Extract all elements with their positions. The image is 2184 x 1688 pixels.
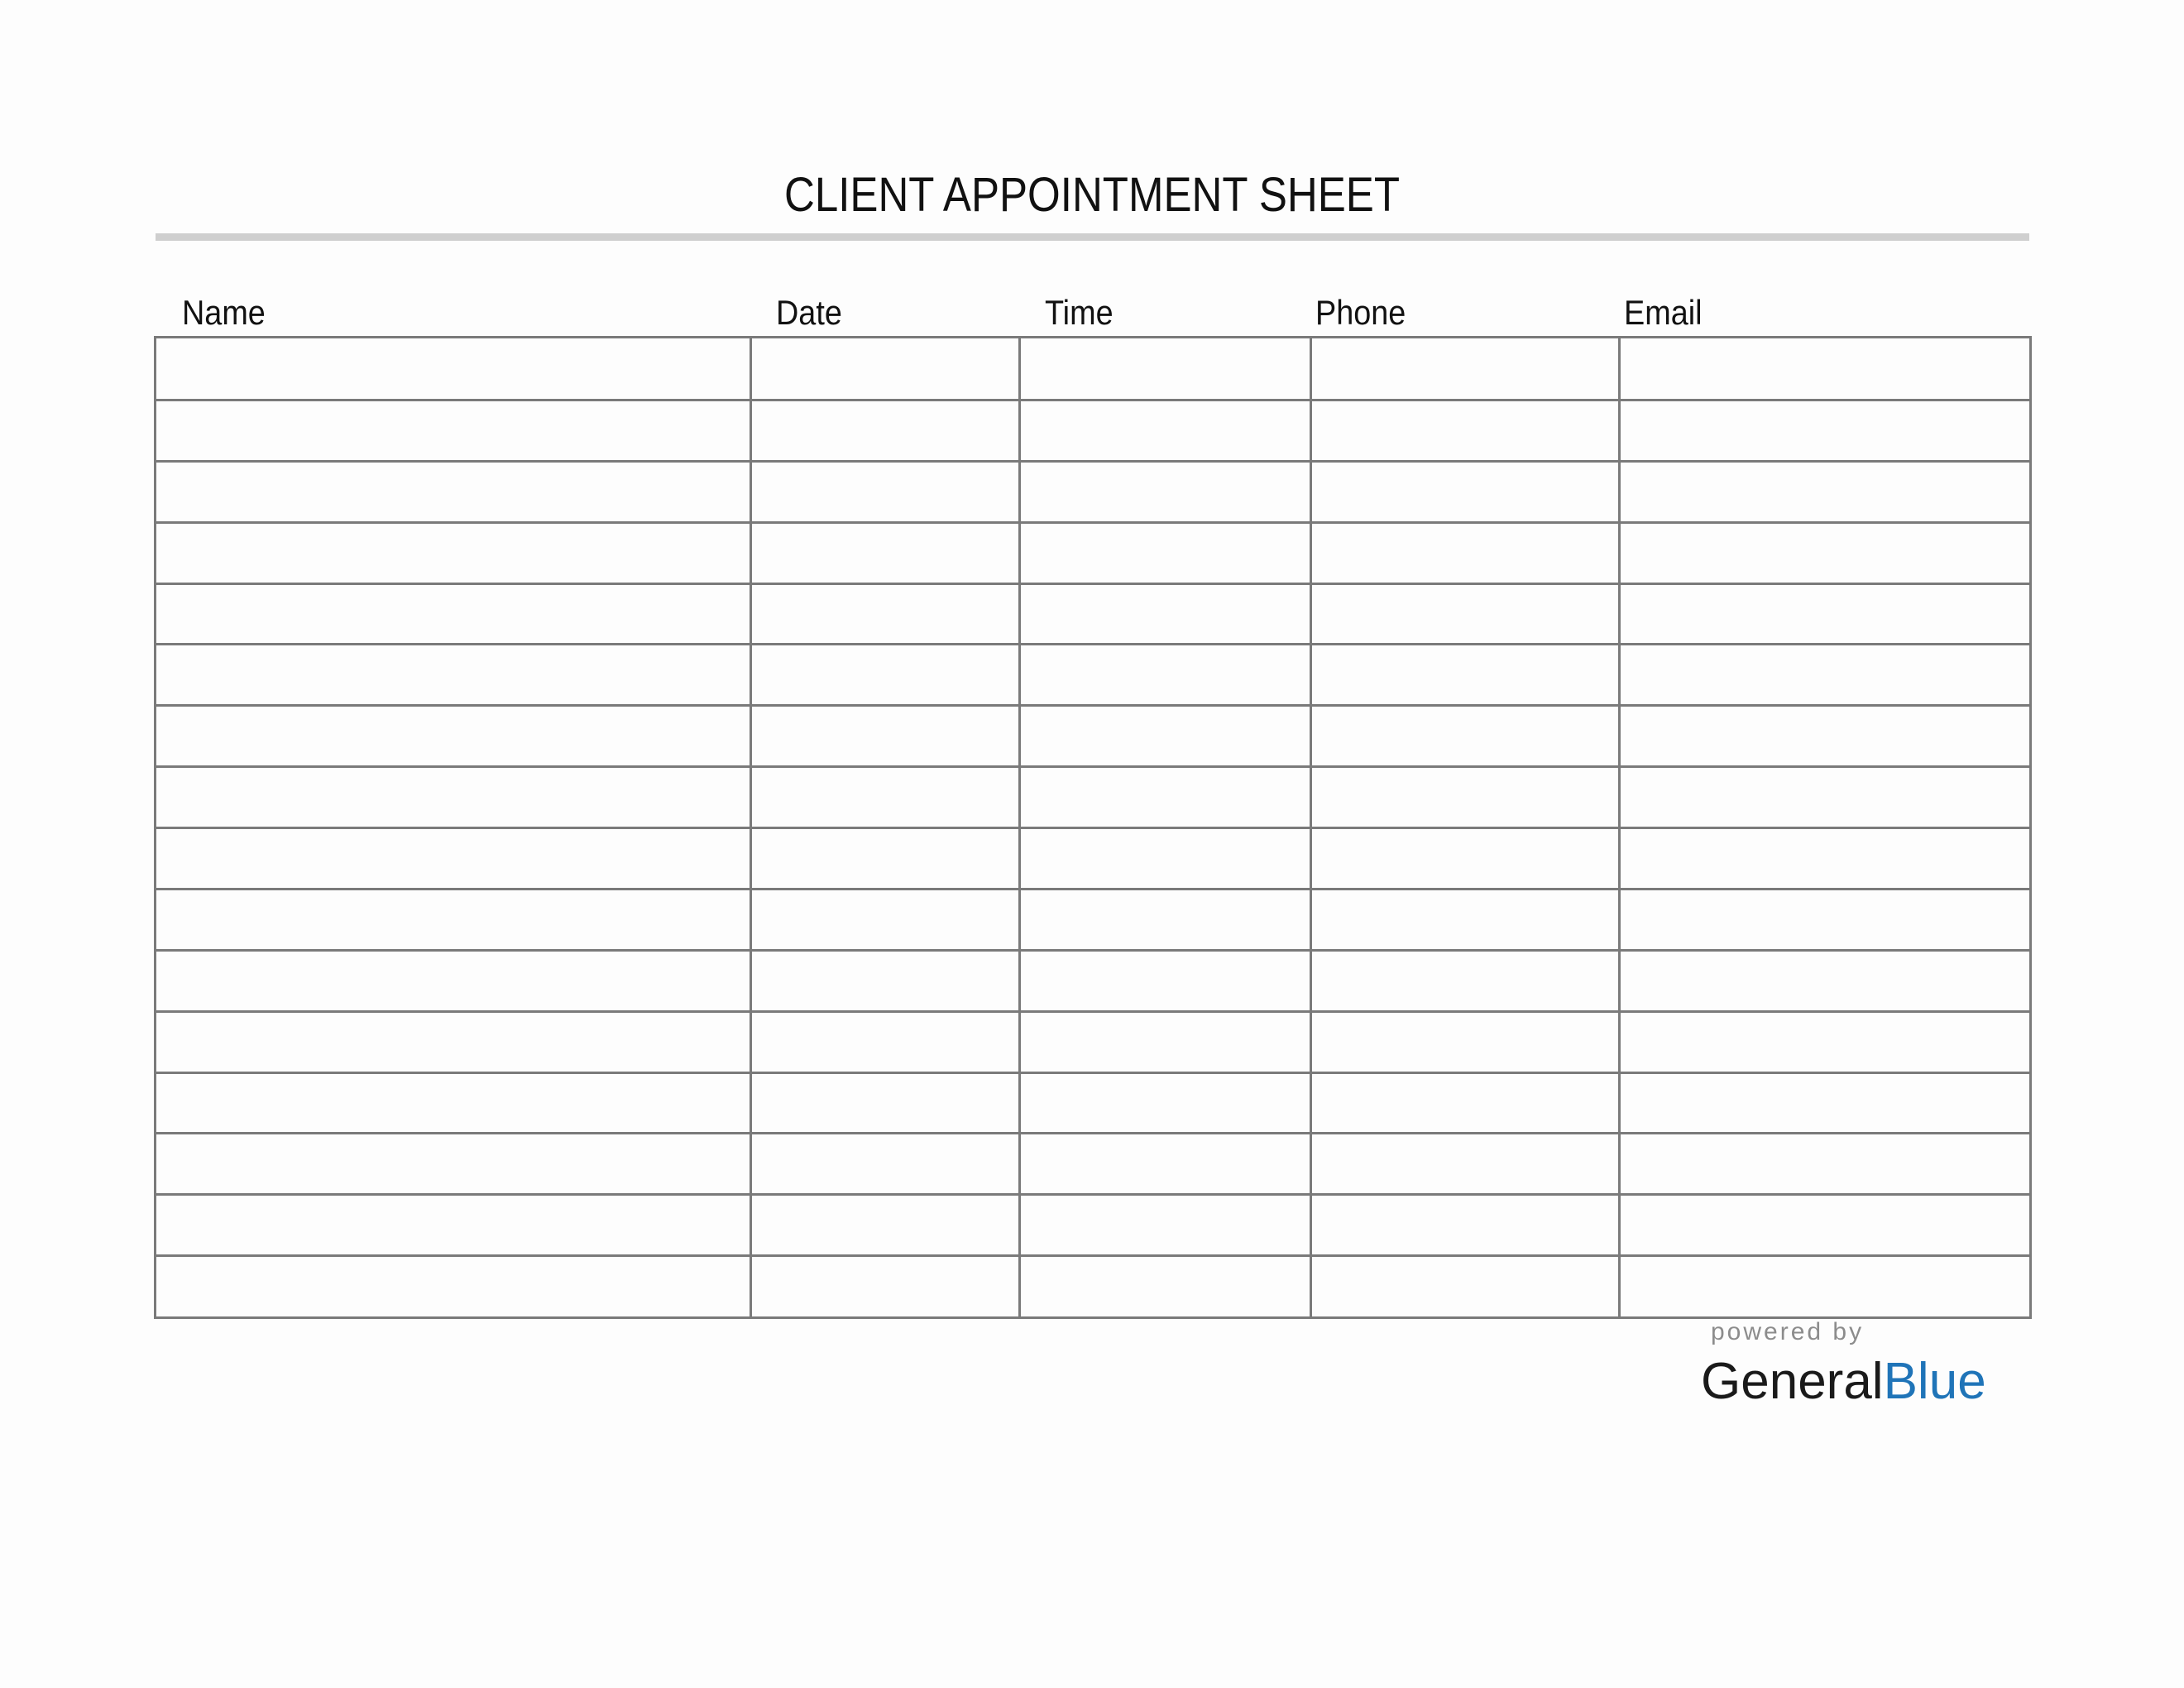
table-cell-name [156, 400, 750, 461]
branding-logo [1696, 1316, 2043, 1415]
table-cell-email [1619, 522, 2029, 583]
table-cell-name [156, 1194, 750, 1255]
table-cell-email [1619, 950, 2029, 1011]
table-cell-phone [1310, 950, 1619, 1011]
table-cell-phone [1310, 400, 1619, 461]
table-cell-name [156, 644, 750, 705]
table-cell-phone [1310, 705, 1619, 766]
table-cell-date [750, 950, 1019, 1011]
table-cell-email [1619, 889, 2029, 950]
table-cell-email [1619, 1011, 2029, 1072]
table-cell-email [1619, 400, 2029, 461]
table-cell-email [1619, 461, 2029, 522]
table-cell-email [1619, 1194, 2029, 1255]
table-cell-phone [1310, 522, 1619, 583]
title-divider [156, 233, 2029, 241]
table-cell-time [1019, 1011, 1310, 1072]
table-cell-phone [1310, 1194, 1619, 1255]
table-cell-time [1019, 400, 1310, 461]
table-cell-phone [1310, 583, 1619, 645]
table-cell-date [750, 827, 1019, 889]
table-cell-email [1619, 644, 2029, 705]
brand-name-blue: Blue [1883, 1353, 1986, 1410]
table-cell-email [1619, 338, 2029, 400]
appointment-table [154, 336, 2032, 1319]
brand-name-general: General [1701, 1353, 1884, 1410]
table-cell-time [1019, 522, 1310, 583]
table-cell-date [750, 338, 1019, 400]
table-cell-phone [1310, 644, 1619, 705]
table-cell-date [750, 400, 1019, 461]
table-cell-date [750, 1194, 1019, 1255]
table-cell-date [750, 461, 1019, 522]
table-cell-date [750, 522, 1019, 583]
table-cell-name [156, 1133, 750, 1194]
table-cell-name [156, 1072, 750, 1134]
table-cell-date [750, 583, 1019, 645]
table-cell-name [156, 522, 750, 583]
table-cell-date [750, 1255, 1019, 1316]
powered-by-label: powered by [1711, 1318, 1865, 1345]
table-cell-time [1019, 644, 1310, 705]
table-cell-time [1019, 583, 1310, 645]
table-cell-name [156, 461, 750, 522]
column-header-email: Email [1624, 293, 1703, 332]
table-cell-date [750, 1011, 1019, 1072]
column-headers [0, 288, 2184, 338]
table-cell-email [1619, 1255, 2029, 1316]
table-cell-name [156, 889, 750, 950]
table-cell-phone [1310, 1133, 1619, 1194]
table-cell-phone [1310, 461, 1619, 522]
table-cell-time [1019, 766, 1310, 827]
table-cell-time [1019, 889, 1310, 950]
table-cell-name [156, 583, 750, 645]
table-cell-time [1019, 461, 1310, 522]
table-cell-time [1019, 338, 1310, 400]
column-header-phone: Phone [1315, 293, 1406, 332]
table-cell-email [1619, 705, 2029, 766]
table-cell-time [1019, 1194, 1310, 1255]
table-cell-email [1619, 766, 2029, 827]
table-cell-date [750, 705, 1019, 766]
column-header-name: Name [182, 293, 266, 332]
table-cell-time [1019, 1133, 1310, 1194]
column-header-date: Date [776, 293, 842, 332]
table-cell-name [156, 705, 750, 766]
table-cell-phone [1310, 1011, 1619, 1072]
table-cell-email [1619, 1072, 2029, 1134]
table-cell-phone [1310, 827, 1619, 889]
brand-name [1701, 1349, 1986, 1415]
table-cell-time [1019, 1072, 1310, 1134]
table-cell-time [1019, 827, 1310, 889]
table-cell-phone [1310, 1072, 1619, 1134]
table-cell-phone [1310, 1255, 1619, 1316]
table-cell-name [156, 338, 750, 400]
table-cell-date [750, 1072, 1019, 1134]
table-cell-name [156, 1255, 750, 1316]
table-cell-email [1619, 583, 2029, 645]
table-cell-name [156, 827, 750, 889]
table-cell-time [1019, 950, 1310, 1011]
table-cell-name [156, 950, 750, 1011]
column-header-time: Time [1045, 293, 1114, 332]
page-title: CLIENT APPOINTMENT SHEET [783, 168, 1401, 222]
table-cell-phone [1310, 338, 1619, 400]
table-cell-name [156, 766, 750, 827]
table-cell-phone [1310, 889, 1619, 950]
table-cell-email [1619, 827, 2029, 889]
table-cell-date [750, 644, 1019, 705]
table-cell-date [750, 1133, 1019, 1194]
table-cell-time [1019, 705, 1310, 766]
table-cell-time [1019, 1255, 1310, 1316]
table-cell-phone [1310, 766, 1619, 827]
table-cell-email [1619, 1133, 2029, 1194]
table-cell-date [750, 889, 1019, 950]
table-cell-date [750, 766, 1019, 827]
table-cell-name [156, 1011, 750, 1072]
